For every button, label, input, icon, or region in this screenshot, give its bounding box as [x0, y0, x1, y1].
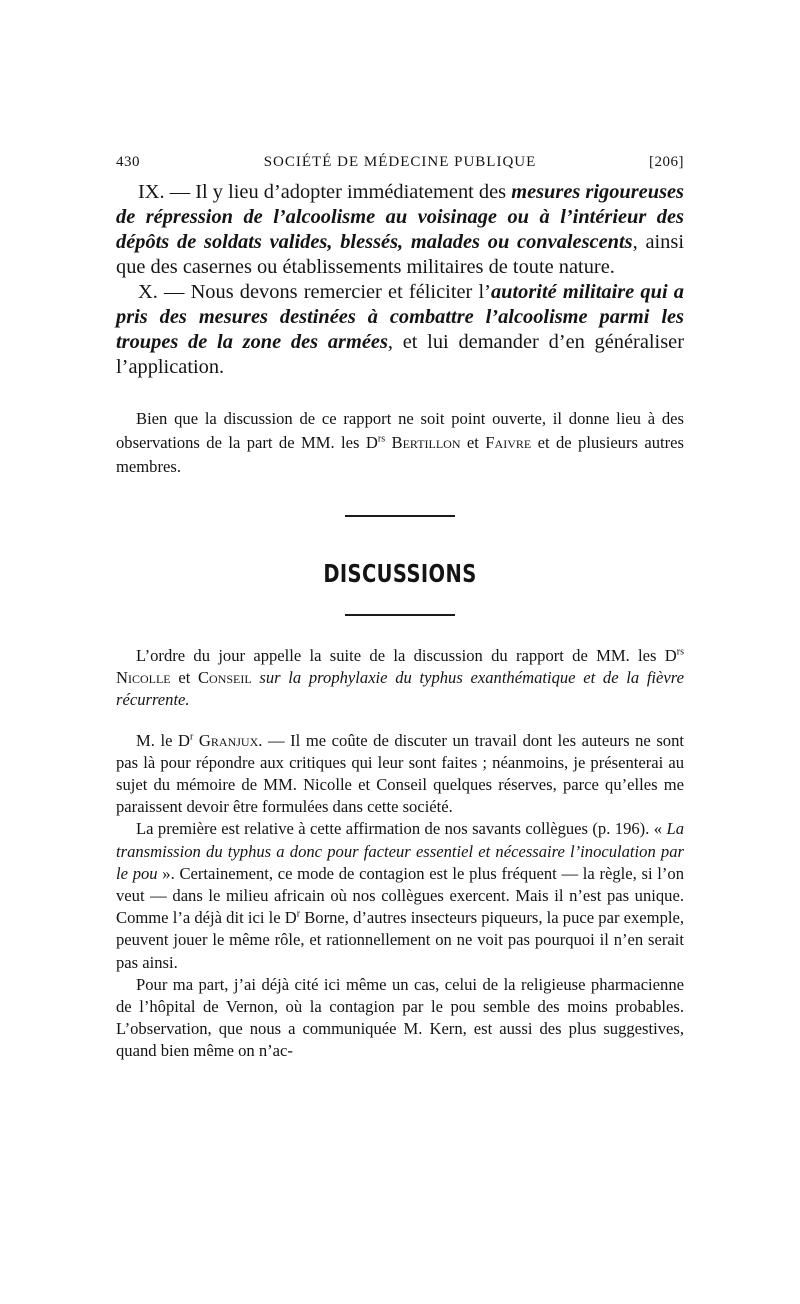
- conclusion-x-rest: , et lui demander d’en généraliser l’application.: [116, 331, 684, 378]
- note-text-2: et: [460, 433, 486, 452]
- running-header: [116, 150, 684, 176]
- conclusion-ix-label: IX. — Il y lieu d’adopter immédiatement des: [138, 181, 512, 203]
- speech-text-1: . — Il me coûte de discuter un travail dont les auteurs ne sont pas là pour répondre aux critiques qui leur sont faites ; néanmoins, je présenterai au sujet du mémoire de MM. Nicolle et Conseil quelques réserves, parce qu’elles me paraissent devoir être formulées dans cette société.: [116, 730, 685, 817]
- speech-paragraph-3: Pour ma part, j’ai déjà cité ici même un cas, celui de la religieuse pharmacienne de l’hôpital de Vernon, où la contagion par le pou semble des moins probables. L’observation, que nous a communiquée M. Kern, est aussi des plus suggestives, quand bien même on n’ac-: [116, 974, 684, 1061]
- note-paragraph: [116, 407, 684, 479]
- speech-paragraph-1: [116, 730, 684, 819]
- divider-rule-bottom: [345, 614, 455, 616]
- page-number: 430: [116, 154, 140, 170]
- discussion-body: [116, 645, 684, 1063]
- divider-rule-top: [345, 515, 455, 517]
- note-sup: rs: [377, 433, 386, 445]
- note-text-3: et de plusieurs autres membres.: [116, 433, 684, 476]
- speech-sup-2: r: [296, 908, 301, 920]
- speech-sup-1: r: [190, 731, 194, 743]
- speech-quote: La transmission du typhus a donc pour facteur essentiel et nécessaire l’inoculation par le pou: [116, 819, 684, 883]
- running-title: SOCIÉTÉ DE MÉDECINE PUBLIQUE: [263, 154, 537, 170]
- speech-paragraph-2: [116, 818, 684, 973]
- section-title: DISCUSSIONS: [323, 559, 477, 588]
- conclusion-x-label: X. — Nous devons remercier et féliciter l’: [138, 281, 491, 303]
- intro-name-conseil: Conseil: [197, 668, 252, 688]
- intro-paragraph: [116, 645, 684, 712]
- discussion-note: [116, 407, 684, 479]
- page-reference: [206]: [649, 154, 684, 170]
- conclusion-ix: [116, 180, 684, 280]
- intro-emphasis: sur la prophylaxie du typhus exanthématique et de la fièvre récurrente.: [116, 668, 684, 710]
- speech-text-2a: La première est relative à cette affirmation de nos savants collègues (p. 196). «: [136, 819, 667, 839]
- conclusions-list: [116, 180, 684, 380]
- document-page: [116, 150, 684, 1063]
- intro-text-1: L’ordre du jour appelle la suite de la discussion du rapport de MM. les D: [136, 646, 677, 665]
- intro-text-2: et: [170, 668, 198, 688]
- speaker-name: Granjux: [198, 730, 259, 750]
- note-text-1: Bien que la discussion de ce rapport ne soit point ouverte, il donne lieu à des observations de la part de MM. les D: [116, 409, 684, 452]
- intro-name-nicolle: Nicolle: [116, 668, 171, 688]
- speech-text-2c: Borne, d’autres insecteurs piqueurs, la puce par exemple, peuvent jouer le même rôle, et rationnellement on ne voit pas pourquoi il n’en serait pas ainsi.: [116, 908, 684, 972]
- speech-prefix: M. le D: [136, 730, 190, 750]
- conclusion-x-emphasis: autorité militaire qui a pris des mesures destinées à combattre l’alcoolisme parmi les troupes de la zone des armées: [116, 281, 684, 353]
- note-name-bertillon: Bertillon: [391, 433, 461, 452]
- conclusion-ix-rest: , ainsi que des casernes ou établissements militaires de toute nature.: [116, 231, 684, 278]
- intro-sup: rs: [676, 646, 684, 658]
- conclusion-x: [116, 280, 684, 380]
- note-name-faivre: Faivre: [485, 433, 532, 452]
- conclusion-ix-emphasis: mesures rigoureuses de répression de l’alcoolisme au voisinage ou à l’intérieur des dépôts de soldats valides, blessés, malades ou convalescents: [116, 181, 684, 253]
- speech-text-2b: ». Certainement, ce mode de contagion est le plus fréquent — la règle, si l’on veut — dans le milieu africain où nos collègues exercent. Mais il n’est pas unique. Comme l’a déjà dit ici le D: [116, 863, 685, 928]
